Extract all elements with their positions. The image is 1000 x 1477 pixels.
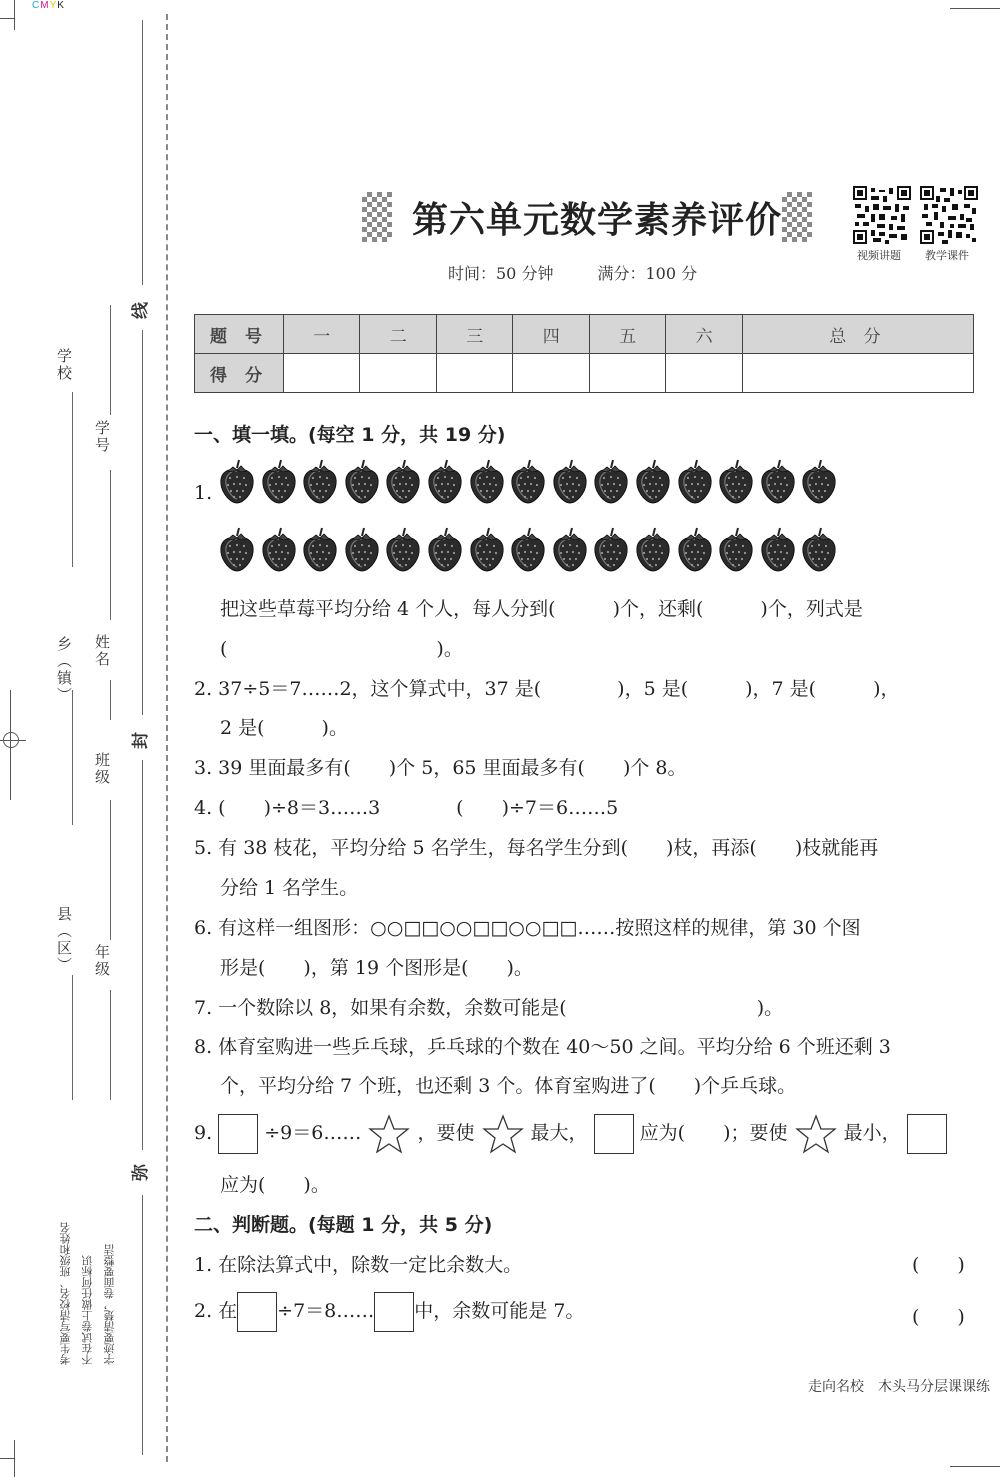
seal-xian: 线 [131, 302, 151, 319]
county-blank [72, 975, 73, 1100]
strawberry-icon [426, 458, 464, 504]
page-title: 第六单元数学素养评价 [412, 200, 783, 241]
column-header: 二 [360, 315, 436, 354]
notice-line-1: 考生要写清校名、班级和姓名 [59, 1222, 72, 1365]
class-label: 班级 [93, 752, 111, 786]
strawberry-icon [676, 458, 714, 504]
strawberry-icon [634, 458, 672, 504]
exam-time: 时间：50 分钟 满分：100 分 [448, 264, 698, 283]
student-id-label: 学号 [93, 420, 111, 454]
column-header: 总 分 [742, 315, 973, 354]
column-header: 六 [666, 315, 742, 354]
qr-label-video: 视频讲题 [857, 249, 901, 262]
strawberry-icon [509, 458, 547, 504]
judge-1: 1. 在除法算式中，除数一定比余数大。 [194, 1254, 523, 1276]
strawberry-icon [759, 526, 797, 572]
column-header: 一 [284, 315, 360, 354]
footer-series: 走向名校 木头马分层课课练 [808, 1379, 990, 1395]
binding-line [142, 20, 143, 285]
answer-box[interactable] [237, 1292, 277, 1332]
binding-line [142, 760, 143, 1150]
column-header: 三 [436, 315, 512, 354]
score-table-header-row [195, 315, 974, 354]
column-header: 五 [589, 315, 665, 354]
strawberry-icon [551, 458, 589, 504]
strawberry-icon [592, 458, 630, 504]
star-icon [367, 1114, 411, 1154]
score-cell[interactable] [666, 354, 742, 393]
q5-line-1: 5. 有 38 枝花，平均分给 5 名学生，每名学生分到( )枝，再添( )枝就能再 [194, 837, 879, 859]
registration-circle [3, 732, 19, 748]
answer-box[interactable] [907, 1114, 947, 1154]
crop-mark [0, 1458, 14, 1459]
q3: 3. 39 里面最多有( )个 5，65 里面最多有( )个 8。 [194, 757, 687, 779]
student-id-blank [110, 305, 111, 415]
q9-equation: ÷9＝6…… [264, 1122, 362, 1144]
score-cell[interactable] [360, 354, 436, 393]
q7: 7. 一个数除以 8，如果有余数，余数可能是( )。 [194, 997, 784, 1019]
answer-box[interactable] [594, 1114, 634, 1154]
strawberry-icon [717, 526, 755, 572]
name-blank [110, 680, 111, 720]
strawberry-icon [426, 526, 464, 572]
strawberry-icon [592, 526, 630, 572]
strawberry-icon [384, 526, 422, 572]
notice-line-3: 字迹要清楚，卷面要整洁 [103, 1244, 116, 1365]
section-1-heading: 一、填一填。(每空 1 分，共 19 分) [194, 424, 506, 446]
strawberry-icon [384, 458, 422, 504]
q2-line-2: 2 是( )。 [220, 717, 348, 739]
q9-line-2: 应为( )。 [220, 1174, 330, 1196]
q9-text-1: ，要使 [417, 1122, 475, 1144]
q9-line-1 [194, 1114, 947, 1154]
strawberry-icon [301, 458, 339, 504]
crop-mark [14, 0, 15, 30]
score-cell[interactable] [513, 354, 589, 393]
q9-number: 9. [194, 1122, 213, 1144]
star-icon [481, 1114, 525, 1154]
strawberry-icon [218, 458, 256, 504]
town-blank [72, 690, 73, 825]
column-header: 四 [513, 315, 589, 354]
cmyk-mark: CMYK [32, 0, 65, 11]
q8-line-1: 8. 体育室购进一些乒乓球，乒乓球的个数在 40～50 之间。平均分给 6 个班还剩 3 [194, 1036, 891, 1058]
q4: 4. ( )÷8＝3……3 ( )÷7＝6……5 [194, 797, 619, 819]
strawberry-icon [800, 458, 838, 504]
registration-mark [10, 690, 11, 800]
q9-text-3: 应为( )；要使 [639, 1122, 788, 1144]
school-label: 学校 [55, 348, 73, 382]
score-cell[interactable] [742, 354, 973, 393]
q9-text-4: 最小， [843, 1122, 901, 1144]
judge-2 [194, 1292, 584, 1332]
strawberry-icon [301, 526, 339, 572]
seal-feng: 封 [131, 732, 151, 749]
score-table-score-row [195, 354, 974, 393]
strawberry-icon [509, 526, 547, 572]
strawberry-icon [676, 526, 714, 572]
strawberry-icon [717, 458, 755, 504]
crop-mark [950, 1466, 1000, 1467]
q5-line-2: 分给 1 名学生。 [220, 877, 359, 899]
student-id-blank [110, 470, 111, 620]
strawberry-icon [468, 458, 506, 504]
notice-line-2: 不在试卷上做任何标识 [81, 1255, 94, 1365]
qr-label-courseware: 教学课件 [925, 249, 969, 262]
q1-line-1: 把这些草莓平均分给 4 个人，每人分到( )个，还剩( )个，列式是 [220, 598, 863, 620]
q6-line-1: 6. 有这样一组图形：○○□□○○□□○○□□……按照这样的规律，第 30 个图 [194, 917, 861, 939]
seal-mi: 弥 [131, 1164, 151, 1181]
binding-dashed-line [166, 14, 168, 1462]
strawberry-icon [260, 458, 298, 504]
score-cell[interactable] [436, 354, 512, 393]
class-blank [110, 800, 111, 940]
name-label: 姓名 [93, 634, 111, 668]
title-decoration-left [362, 192, 392, 242]
star-icon [794, 1114, 838, 1154]
q8-line-2: 个，平均分给 7 个班，也还剩 3 个。体育室购进了( )个乒乓球。 [220, 1075, 797, 1097]
judge-2-text-2: ÷7＝8…… [277, 1300, 375, 1322]
strawberry-icon [759, 458, 797, 504]
strawberry-icon [634, 526, 672, 572]
judge-2-text-1: 2. 在 [194, 1300, 238, 1322]
binding-line [142, 330, 143, 715]
judge-1-answer[interactable]: ( ) [912, 1254, 965, 1276]
binding-line [142, 1195, 143, 1455]
strawberry-icon [551, 526, 589, 572]
crop-mark [0, 18, 14, 19]
qr-code-video[interactable] [853, 186, 911, 244]
score-cell[interactable] [284, 354, 360, 393]
school-blank [72, 392, 73, 567]
strawberry-icon [343, 458, 381, 504]
crop-mark [14, 1440, 15, 1477]
strawberry-icon [218, 526, 256, 572]
question-number-label: 题 号 [195, 315, 284, 354]
qr-code-courseware[interactable] [920, 186, 978, 244]
grade-blank [110, 990, 111, 1100]
q1-number: 1. [194, 482, 213, 504]
strawberry-icon [468, 526, 506, 572]
answer-box[interactable] [218, 1114, 258, 1154]
q9-text-2: 最大， [530, 1122, 588, 1144]
q2-line-1: 2. 37÷5＝7……2，这个算式中，37 是( )，5 是( )，7 是( )， [194, 678, 900, 700]
score-table [194, 314, 974, 393]
judge-2-text-3: 中，余数可能是 7。 [414, 1300, 585, 1322]
judge-2-answer[interactable]: ( ) [912, 1306, 965, 1328]
crop-mark [950, 8, 1000, 9]
strawberry-icon [343, 526, 381, 572]
grade-label: 年级 [93, 944, 111, 978]
q6-line-2: 形是( )，第 19 个图形是( )。 [220, 957, 533, 979]
section-2-heading: 二、判断题。(每题 1 分，共 5 分) [194, 1214, 493, 1236]
county-label: 县（区） [55, 906, 73, 974]
strawberry-icon [800, 526, 838, 572]
score-cell[interactable] [589, 354, 665, 393]
answer-box[interactable] [374, 1292, 414, 1332]
town-label: 乡（镇） [55, 636, 73, 704]
strawberry-icon [260, 526, 298, 572]
q1-line-2: ( )。 [220, 638, 463, 660]
title-decoration-right [782, 192, 812, 242]
score-label: 得 分 [195, 354, 284, 393]
